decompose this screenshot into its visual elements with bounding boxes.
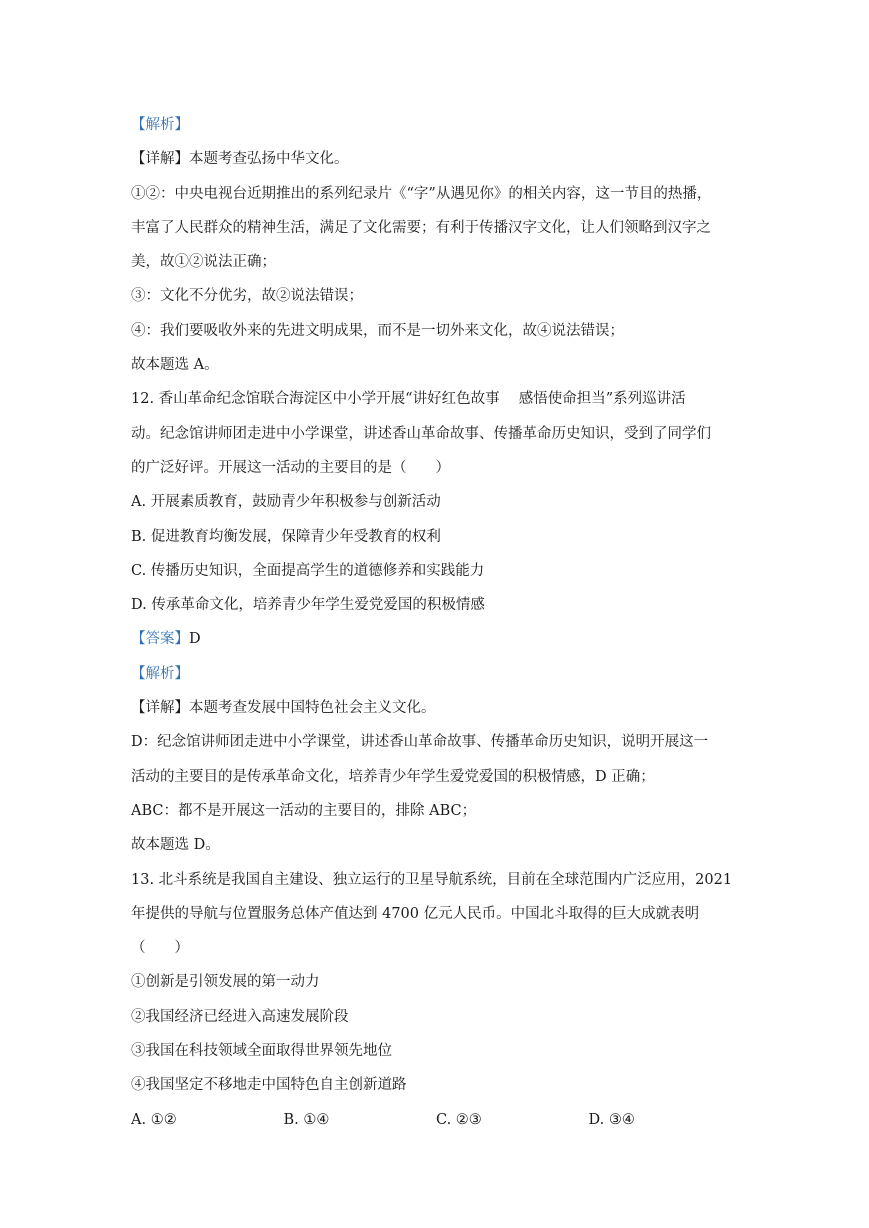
analysis-line: ①②：中央电视台近期推出的系列纪录片《“字”从遇见你》的相关内容，这一节目的热播， <box>131 185 712 202</box>
question-stem-line: 动。纪念馆讲师团走进中小学课堂，讲述香山革命故事、传播革命历史知识，受到了同学们 <box>131 425 711 442</box>
question-stem-line: 年提供的导航与位置服务总体产值达到 4700 亿元人民币。中国北斗取得的巨大成就表明 <box>131 905 700 922</box>
statement-item: ④我国坚定不移地走中国特色自主创新道路 <box>131 1077 407 1094</box>
document-page <box>131 108 741 1137</box>
statement-item: ①创新是引领发展的第一动力 <box>131 974 320 991</box>
answer-tag: 【答案】 <box>131 631 189 648</box>
analysis-line: ABC：都不是开展这一活动的主要目的，排除 ABC； <box>131 802 477 819</box>
option-d: D. ③④ <box>588 1111 635 1128</box>
option-a: A. 开展素质教育，鼓励青少年积极参与创新活动 <box>131 494 441 511</box>
question-stem-line: 的广泛好评。开展这一活动的主要目的是（ ） <box>131 459 450 476</box>
analysis-tag: 【解析】 <box>131 665 189 682</box>
statement-item: ②我国经济已经进入高速发展阶段 <box>131 1008 349 1025</box>
option-b: B. ①④ <box>283 1111 330 1128</box>
question-stem-line: 13. 北斗系统是我国自主建设、独立运行的卫星导航系统，目前在全球范围内广泛应用，2021 <box>131 871 733 888</box>
analysis-line: 美，故①②说法正确； <box>131 254 276 271</box>
detail-line: 【详解】本题考查弘扬中华文化。 <box>131 151 349 168</box>
analysis-line: 故本题选 A。 <box>131 357 219 374</box>
option-d: D. 传承革命文化，培养青少年学生爱党爱国的积极情感 <box>131 597 485 614</box>
statement-item: ③我国在科技领域全面取得世界领先地位 <box>131 1043 392 1060</box>
analysis-line: 活动的主要目的是传承革命文化，培养青少年学生爱党爱国的积极情感，D 正确； <box>131 768 655 785</box>
question-stem-line: （ ） <box>131 940 189 957</box>
option-b: B. 促进教育均衡发展，保障青少年受教育的权利 <box>131 528 441 545</box>
analysis-line: ④：我们要吸收外来的先进文明成果，而不是一切外来文化，故④说法错误； <box>131 322 624 339</box>
answer-value: D <box>189 631 201 648</box>
analysis-line: 丰富了人民群众的精神生活，满足了文化需要；有利于传播汉字文化，让人们领略到汉字之 <box>131 219 711 236</box>
analysis-tag: 【解析】 <box>131 117 189 133</box>
answer-line <box>131 622 741 656</box>
analysis-line: 故本题选 D。 <box>131 837 220 854</box>
detail-line: 【详解】本题考查发展中国特色社会主义文化。 <box>131 700 436 717</box>
option-c: C. ②③ <box>436 1111 482 1128</box>
option-a: A. ①② <box>131 1111 177 1128</box>
question-stem-line: 12. 香山革命纪念馆联合海淀区中小学开展“讲好红色故事 感悟使命担当”系列巡讲活 <box>131 391 686 408</box>
options-row <box>131 1103 741 1137</box>
option-c: C. 传播历史知识，全面提高学生的道德修养和实践能力 <box>131 562 485 579</box>
analysis-line: ③：文化不分优劣，故②说法错误； <box>131 288 363 305</box>
analysis-line: D：纪念馆讲师团走进中小学课堂，讲述香山革命故事、传播革命历史知识，说明开展这一 <box>131 734 709 751</box>
